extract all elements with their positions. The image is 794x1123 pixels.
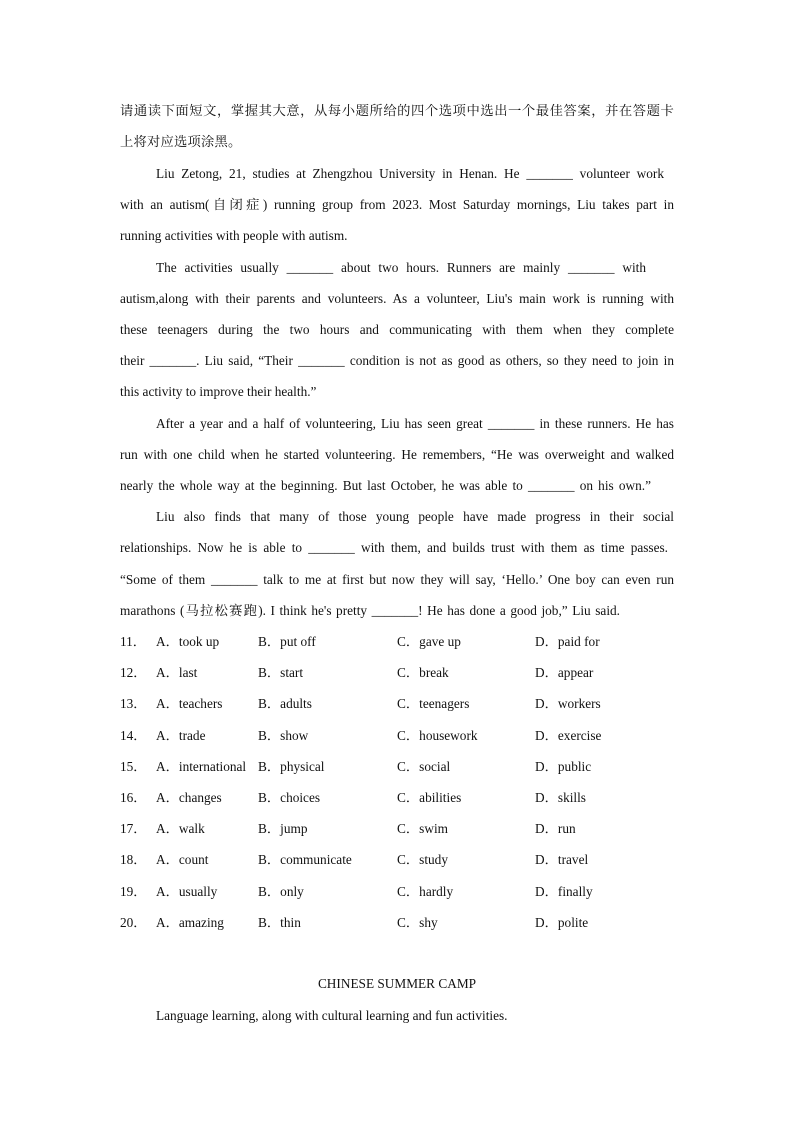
- option-b: B．put off: [258, 634, 316, 649]
- instructions-line-2: 上将对应选项涂黑。: [120, 135, 242, 150]
- question-number: 14．: [120, 728, 147, 743]
- question-number: 19．: [120, 884, 147, 899]
- option-a: A．count: [156, 852, 209, 867]
- option-d: D．paid for: [535, 634, 600, 649]
- option-b: B．physical: [258, 759, 325, 774]
- option-a: A．teachers: [156, 696, 223, 711]
- option-b: B．adults: [258, 696, 312, 711]
- passage-line: this activity to improve their health.”: [120, 384, 317, 399]
- option-a: A．changes: [156, 790, 222, 805]
- section-title: CHINESE SUMMER CAMP: [317, 976, 477, 991]
- option-a: A．walk: [156, 821, 205, 836]
- question-number: 17．: [120, 821, 147, 836]
- question-number: 15．: [120, 759, 147, 774]
- option-d: D．appear: [535, 665, 594, 680]
- section-intro: Language learning, along with cultural learning and fun activities.: [156, 1008, 508, 1023]
- question-number: 11．: [120, 634, 147, 649]
- passage-line: these teenagers during the two hours and communicating with them when they complete: [120, 322, 674, 337]
- question-number: 18．: [120, 852, 147, 867]
- option-b: B．only: [258, 884, 304, 899]
- option-a: A．last: [156, 665, 198, 680]
- option-c: C．shy: [397, 915, 438, 930]
- option-d: D．skills: [535, 790, 586, 805]
- option-b: B．thin: [258, 915, 301, 930]
- option-c: C．break: [397, 665, 449, 680]
- passage-line: their _______. Liu said, “Their _______ condition is not as good as others, so they need to join in: [120, 353, 674, 368]
- option-b: B．start: [258, 665, 304, 680]
- question-row: [120, 695, 680, 713]
- option-c: C．abilities: [397, 790, 462, 805]
- passage-line: The activities usually _______ about two hours. Runners are mainly _______ with: [156, 260, 646, 275]
- passage-line: running activities with people with autism.: [120, 228, 348, 243]
- option-d: D．polite: [535, 915, 589, 930]
- question-row: [120, 851, 680, 869]
- instructions-line-1: 请通读下面短文，掌握其大意，从每小题所给的四个选项中选出一个最佳答案，并在答题卡: [120, 104, 674, 119]
- option-c: C．hardly: [397, 884, 454, 899]
- passage-line: relationships. Now he is able to _______ with them, and builds trust with them as time passes.: [120, 540, 668, 555]
- passage-line: with an autism(自闭症) running group from 2023. Most Saturday mornings, Liu takes part in: [120, 197, 674, 212]
- option-a: A．trade: [156, 728, 206, 743]
- question-number: 20．: [120, 915, 147, 930]
- question-row: [120, 914, 680, 932]
- passage-line: “Some of them _______ talk to me at first but now they will say, ‘Hello.’ One boy can even run: [120, 572, 674, 587]
- option-d: D．run: [535, 821, 576, 836]
- question-row: [120, 633, 680, 651]
- question-number: 13．: [120, 696, 147, 711]
- option-c: C．housework: [397, 728, 478, 743]
- question-row: [120, 664, 680, 682]
- option-a: A．usually: [156, 884, 218, 899]
- option-d: D．exercise: [535, 728, 602, 743]
- question-number: 12．: [120, 665, 147, 680]
- passage-line: Liu Zetong, 21, studies at Zhengzhou University in Henan. He _______ volunteer work: [156, 166, 664, 181]
- question-number: 16．: [120, 790, 147, 805]
- option-c: C．study: [397, 852, 448, 867]
- passage-line: autism,along with their parents and volunteers. As a volunteer, Liu's main work is running with: [120, 291, 674, 306]
- question-row: [120, 727, 680, 745]
- option-d: D．workers: [535, 696, 601, 711]
- option-b: B．show: [258, 728, 309, 743]
- question-row: [120, 883, 680, 901]
- question-row: [120, 789, 680, 807]
- option-d: D．travel: [535, 852, 589, 867]
- question-row: [120, 758, 680, 776]
- option-a: A．took up: [156, 634, 220, 649]
- option-a: A．international: [156, 759, 247, 774]
- option-b: B．jump: [258, 821, 308, 836]
- option-b: B．choices: [258, 790, 321, 805]
- option-d: D．finally: [535, 884, 593, 899]
- option-b: B．communicate: [258, 852, 352, 867]
- passage-line: Liu also finds that many of those young people have made progress in their social: [156, 509, 674, 524]
- passage-line: nearly the whole way at the beginning. But last October, he was able to _______ on his own.”: [120, 478, 651, 493]
- option-d: D．public: [535, 759, 592, 774]
- passage-line: marathons (马拉松赛跑). I think he's pretty _______! He has done a good job,” Liu said.: [120, 603, 620, 618]
- option-c: C．swim: [397, 821, 448, 836]
- passage-line: run with one child when he started volunteering. He remembers, “He was overweight and walked: [120, 447, 674, 462]
- option-c: C．gave up: [397, 634, 461, 649]
- passage-line: After a year and a half of volunteering, Liu has seen great _______ in these runners. He has: [156, 416, 674, 431]
- question-row: [120, 820, 680, 838]
- option-a: A．amazing: [156, 915, 224, 930]
- option-c: C．teenagers: [397, 696, 470, 711]
- option-c: C．social: [397, 759, 451, 774]
